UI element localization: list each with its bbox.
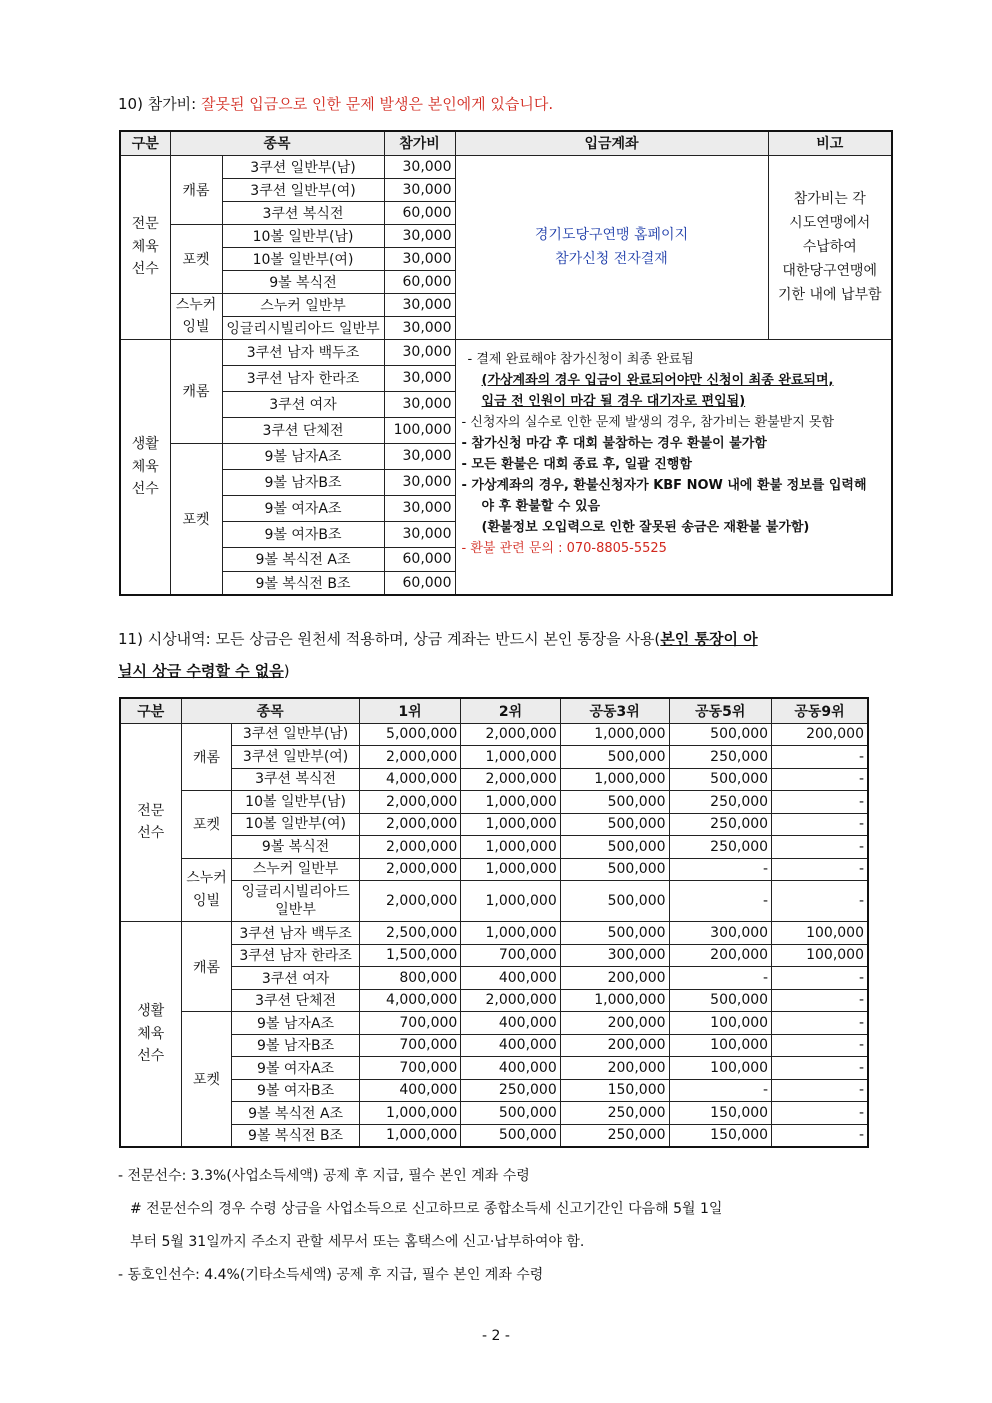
section-10-prefix: 10) 참가비:	[118, 95, 201, 113]
header-fee: 참가비	[384, 131, 455, 155]
section-11-emphasis-1: 본인 통장이 아	[660, 630, 758, 648]
prize-row	[120, 723, 868, 746]
fee-header-row	[120, 131, 892, 155]
refund-note-line: - 환불 관련 문의 : 070-8805-5525	[461, 540, 667, 556]
refund-notes	[455, 339, 892, 595]
event-name: 9볼 여자A조	[222, 495, 384, 521]
event-name: 9볼 복식전 B조	[222, 571, 384, 595]
fee-value: 30,000	[384, 247, 455, 270]
prize-p1: 5,000,000	[359, 723, 461, 746]
fee-value: 60,000	[384, 270, 455, 293]
prize-row	[120, 768, 868, 791]
fee-value: 60,000	[384, 201, 455, 224]
prize-p3: 500,000	[560, 858, 669, 881]
prize-p2: 1,000,000	[461, 858, 560, 881]
prize-header-1st: 1위	[359, 698, 461, 723]
prize-row	[120, 791, 868, 814]
prize-p9: -	[772, 1034, 868, 1057]
prize-row	[120, 967, 868, 990]
event-name: 3쿠션 복식전	[222, 201, 384, 224]
prize-p1: 1,000,000	[359, 1124, 461, 1147]
prize-p3: 1,000,000	[560, 768, 669, 791]
fee-value: 30,000	[384, 224, 455, 247]
category-carom: 캐롬	[170, 339, 222, 443]
fee-value: 30,000	[384, 339, 455, 365]
prize-p2: 2,000,000	[461, 723, 560, 746]
event-name: 3쿠션 남자 백두조	[232, 922, 359, 945]
refund-note-line: 입금 전 인원이 마감 될 경우 대기자로 편입됨)	[481, 393, 746, 409]
refund-note-line: - 결제 완료해야 참가신청이 최종 완료됨	[467, 351, 694, 367]
refund-note-line: 야 후 환불할 수 있음	[481, 498, 601, 514]
prize-p1: 2,000,000	[359, 791, 461, 814]
event-name: 3쿠션 복식전	[232, 768, 359, 791]
event-name: 스누커 일반부	[222, 293, 384, 316]
event-name: 10볼 일반부(남)	[222, 224, 384, 247]
prize-p5: 250,000	[669, 813, 772, 836]
prize-row	[120, 1102, 868, 1125]
remark-line: 시도연맹에서	[789, 215, 871, 231]
prize-header-division: 구분	[120, 698, 181, 723]
prize-p1: 700,000	[359, 1012, 461, 1035]
prize-p2: 2,000,000	[461, 989, 560, 1012]
prize-p2: 400,000	[461, 967, 560, 990]
prize-p3: 200,000	[560, 1034, 669, 1057]
prize-p5: 150,000	[669, 1102, 772, 1125]
prize-p2: 1,000,000	[461, 813, 560, 836]
prize-p2: 1,000,000	[461, 922, 560, 945]
prize-p9: -	[772, 768, 868, 791]
prize-p2: 500,000	[461, 1102, 560, 1125]
event-name: 3쿠션 여자	[222, 391, 384, 417]
prize-p1: 2,000,000	[359, 836, 461, 859]
prize-header-5th: 공동5위	[669, 698, 772, 723]
header-remark: 비고	[768, 131, 892, 155]
prize-p9: -	[772, 1124, 868, 1147]
prize-p1: 2,000,000	[359, 746, 461, 769]
fee-value: 30,000	[384, 178, 455, 201]
prize-p5: -	[669, 967, 772, 990]
prize-p1: 700,000	[359, 1057, 461, 1080]
event-name: 3쿠션 여자	[232, 967, 359, 990]
tax-note-amateur: - 동호인선수: 4.4%(기타소득세액) 공제 후 지급, 필수 본인 계좌 수령	[118, 1267, 544, 1283]
remark-line: 수납하여	[802, 239, 857, 255]
event-name: 3쿠션 단체전	[232, 989, 359, 1012]
prize-row	[120, 1012, 868, 1035]
refund-note-line: - 가상계좌의 경우, 환불신청자가 KBF NOW 내에 환불 정보를 입력해	[461, 477, 867, 493]
prize-row	[120, 1079, 868, 1102]
category-snooker: 스누커 잉빌	[181, 858, 232, 922]
prize-p2: 500,000	[461, 1124, 560, 1147]
prize-row	[120, 746, 868, 769]
prize-p1: 2,000,000	[359, 881, 461, 922]
event-name: 9볼 복식전 A조	[222, 547, 384, 571]
prize-p5: 200,000	[669, 944, 772, 967]
event-name: 9볼 여자A조	[232, 1057, 359, 1080]
event-name: 10볼 일반부(여)	[222, 247, 384, 270]
refund-note-line: - 신청자의 실수로 인한 문제 발생의 경우, 참가비는 환불받지 못함	[461, 414, 835, 430]
remark-line: 기한 내에 납부함	[777, 287, 882, 303]
event-name: 9볼 복식전	[222, 270, 384, 293]
category-pocket: 포켓	[181, 791, 232, 859]
prize-p1: 2,000,000	[359, 858, 461, 881]
group-amateur: 생활 체육 선수	[120, 339, 170, 595]
event-name: 3쿠션 일반부(남)	[232, 723, 359, 746]
event-name: 3쿠션 단체전	[222, 417, 384, 443]
event-name: 스누커 일반부	[232, 858, 359, 881]
prize-row	[120, 1124, 868, 1147]
group-amateur: 생활 체육 선수	[120, 922, 181, 1147]
fee-value: 60,000	[384, 547, 455, 571]
prize-p2: 1,000,000	[461, 746, 560, 769]
prize-p9: -	[772, 836, 868, 859]
prize-p9: -	[772, 967, 868, 990]
prize-p3: 200,000	[560, 1012, 669, 1035]
fee-row	[120, 339, 892, 365]
event-name: 10볼 일반부(남)	[232, 791, 359, 814]
prize-row	[120, 989, 868, 1012]
section-11-title	[118, 628, 878, 649]
event-name: 3쿠션 남자 한라조	[232, 944, 359, 967]
event-name: 3쿠션 일반부(여)	[222, 178, 384, 201]
prize-p9: 200,000	[772, 723, 868, 746]
prize-p5: 150,000	[669, 1124, 772, 1147]
prize-p9: -	[772, 881, 868, 922]
event-name: 9볼 여자B조	[232, 1079, 359, 1102]
remark-line: 참가비는 각	[793, 191, 866, 207]
prize-p3: 200,000	[560, 1057, 669, 1080]
account-line: 참가신청 전자결재	[555, 251, 668, 267]
prize-p9: -	[772, 1079, 868, 1102]
header-account: 입금계좌	[455, 131, 768, 155]
group-pro: 전문 체육 선수	[120, 155, 170, 339]
event-name: 9볼 남자B조	[222, 469, 384, 495]
fee-table	[119, 130, 893, 596]
fee-value: 30,000	[384, 495, 455, 521]
prize-p5: 100,000	[669, 1012, 772, 1035]
prize-p3: 300,000	[560, 944, 669, 967]
prize-p5: 100,000	[669, 1057, 772, 1080]
prize-row	[120, 858, 868, 881]
refund-note-line: - 참가신청 마감 후 대회 불참하는 경우 환불이 불가함	[461, 435, 767, 451]
prize-p5: -	[669, 1079, 772, 1102]
page-number: - 2 -	[482, 1328, 510, 1344]
refund-note-line: (가상계좌의 경우 입금이 완료되어야만 신청이 최종 완료되며,	[481, 372, 834, 388]
event-name: 9볼 복식전 A조	[232, 1102, 359, 1125]
account-info	[455, 155, 768, 339]
category-pocket: 포켓	[170, 224, 222, 293]
prize-p2: 1,000,000	[461, 836, 560, 859]
fee-value: 30,000	[384, 316, 455, 339]
prize-p9: -	[772, 858, 868, 881]
prize-p5: 500,000	[669, 768, 772, 791]
category-snooker: 스누커 잉빌	[170, 293, 222, 339]
prize-p3: 250,000	[560, 1124, 669, 1147]
fee-value: 60,000	[384, 571, 455, 595]
event-name: 9볼 남자A조	[222, 443, 384, 469]
prize-p5: 250,000	[669, 746, 772, 769]
prize-p3: 500,000	[560, 791, 669, 814]
prize-p5: 100,000	[669, 1034, 772, 1057]
category-carom: 캐롬	[181, 922, 232, 1012]
fee-value: 30,000	[384, 365, 455, 391]
event-name: 잉글리시빌리아드 일반부	[222, 316, 384, 339]
prize-p5: 500,000	[669, 989, 772, 1012]
prize-p3: 500,000	[560, 746, 669, 769]
prize-p9: -	[772, 1102, 868, 1125]
prize-p3: 1,000,000	[560, 989, 669, 1012]
tax-note-pro: - 전문선수: 3.3%(사업소득세액) 공제 후 지급, 필수 본인 계좌 수령	[118, 1168, 530, 1184]
account-line: 경기도당구연맹 홈페이지	[534, 227, 689, 243]
prize-p5: 500,000	[669, 723, 772, 746]
prize-p5: 250,000	[669, 836, 772, 859]
section-10-title	[118, 93, 553, 114]
prize-p9: -	[772, 989, 868, 1012]
prize-row	[120, 944, 868, 967]
header-division: 구분	[120, 131, 170, 155]
prize-header-3rd: 공동3위	[560, 698, 669, 723]
prize-p1: 1,000,000	[359, 1102, 461, 1125]
prize-p2: 700,000	[461, 944, 560, 967]
prize-p3: 250,000	[560, 1102, 669, 1125]
event-name: 3쿠션 남자 백두조	[222, 339, 384, 365]
prize-row	[120, 881, 868, 922]
prize-header-event: 종목	[181, 698, 359, 723]
prize-header-9th: 공동9위	[772, 698, 868, 723]
prize-row	[120, 1034, 868, 1057]
event-name: 10볼 일반부(여)	[232, 813, 359, 836]
remark-line: 대한당구연맹에	[782, 263, 878, 279]
prize-p2: 400,000	[461, 1057, 560, 1080]
prize-p2: 1,000,000	[461, 881, 560, 922]
event-name: 9볼 복식전 B조	[232, 1124, 359, 1147]
prize-p2: 1,000,000	[461, 791, 560, 814]
prize-p3: 500,000	[560, 813, 669, 836]
prize-p3: 200,000	[560, 967, 669, 990]
prize-p9: -	[772, 813, 868, 836]
section-11-prefix: 11) 시상내역: 모든 상금은 원천세 적용하며, 상금 계좌는 반드시 본인 통장을 사용(	[118, 630, 661, 648]
prize-p1: 4,000,000	[359, 768, 461, 791]
prize-row	[120, 813, 868, 836]
category-pocket: 포켓	[181, 1012, 232, 1147]
fee-value: 30,000	[384, 155, 455, 178]
event-name: 3쿠션 일반부(남)	[222, 155, 384, 178]
prize-p3: 1,000,000	[560, 723, 669, 746]
category-pocket: 포켓	[170, 443, 222, 595]
fee-value: 30,000	[384, 293, 455, 316]
event-name: 9볼 복식전	[232, 836, 359, 859]
prize-p3: 500,000	[560, 836, 669, 859]
prize-p2: 400,000	[461, 1012, 560, 1035]
prize-p2: 2,000,000	[461, 768, 560, 791]
prize-p1: 2,500,000	[359, 922, 461, 945]
prize-p5: -	[669, 858, 772, 881]
prize-row	[120, 922, 868, 945]
prize-p9: 100,000	[772, 944, 868, 967]
prize-p3: 150,000	[560, 1079, 669, 1102]
prize-p1: 700,000	[359, 1034, 461, 1057]
prize-p1: 800,000	[359, 967, 461, 990]
prize-row	[120, 836, 868, 859]
event-name: 3쿠션 남자 한라조	[222, 365, 384, 391]
event-name: 9볼 남자B조	[232, 1034, 359, 1057]
prize-header-2nd: 2위	[461, 698, 560, 723]
fee-value: 30,000	[384, 391, 455, 417]
prize-p3: 500,000	[560, 881, 669, 922]
prize-p9: 100,000	[772, 922, 868, 945]
header-event: 종목	[170, 131, 384, 155]
prize-p1: 2,000,000	[359, 813, 461, 836]
prize-p1: 400,000	[359, 1079, 461, 1102]
prize-p1: 1,500,000	[359, 944, 461, 967]
tax-note-pro-detail-2: 부터 5월 31일까지 주소지 관할 세무서 또는 홈택스에 신고·납부하여야 함.	[130, 1234, 585, 1250]
prize-p3: 500,000	[560, 922, 669, 945]
fee-value: 30,000	[384, 443, 455, 469]
section-10-warning: 잘못된 입금으로 인한 문제 발생은 본인에게 있습니다.	[201, 95, 554, 113]
prize-header-row	[120, 698, 868, 723]
prize-row	[120, 1057, 868, 1080]
event-name: 9볼 남자A조	[232, 1012, 359, 1035]
fee-value: 30,000	[384, 521, 455, 547]
event-name: 9볼 여자B조	[222, 521, 384, 547]
event-name: 잉글리시빌리아드 일반부	[232, 881, 359, 922]
prize-table	[119, 697, 869, 1148]
prize-p1: 4,000,000	[359, 989, 461, 1012]
group-pro: 전문 선수	[120, 723, 181, 922]
event-name: 3쿠션 일반부(여)	[232, 746, 359, 769]
section-11-title-line2: 닐시 상금 수령할 수 없음)	[118, 662, 290, 680]
prize-p5: -	[669, 881, 772, 922]
category-carom: 캐롬	[170, 155, 222, 224]
section-11-emphasis-2: 닐시 상금 수령할 수 없음	[118, 662, 284, 680]
prize-p2: 400,000	[461, 1034, 560, 1057]
fee-value: 100,000	[384, 417, 455, 443]
refund-note-line: - 모든 환불은 대회 종료 후, 일괄 진행함	[461, 456, 692, 472]
tax-note-pro-detail-1: # 전문선수의 경우 수령 상금을 사업소득으로 신고하므로 종합소득세 신고기간인 다음해 5월 1일	[130, 1201, 723, 1217]
fee-row	[120, 155, 892, 178]
fee-value: 30,000	[384, 469, 455, 495]
prize-p9: -	[772, 791, 868, 814]
remark-info	[768, 155, 892, 339]
prize-p5: 300,000	[669, 922, 772, 945]
prize-p2: 250,000	[461, 1079, 560, 1102]
prize-p9: -	[772, 1057, 868, 1080]
category-carom: 캐롬	[181, 723, 232, 791]
prize-p5: 250,000	[669, 791, 772, 814]
prize-p9: -	[772, 1012, 868, 1035]
prize-p9: -	[772, 746, 868, 769]
refund-note-line: (환불정보 오입력으로 인한 잘못된 송금은 재환불 불가함)	[481, 519, 810, 535]
